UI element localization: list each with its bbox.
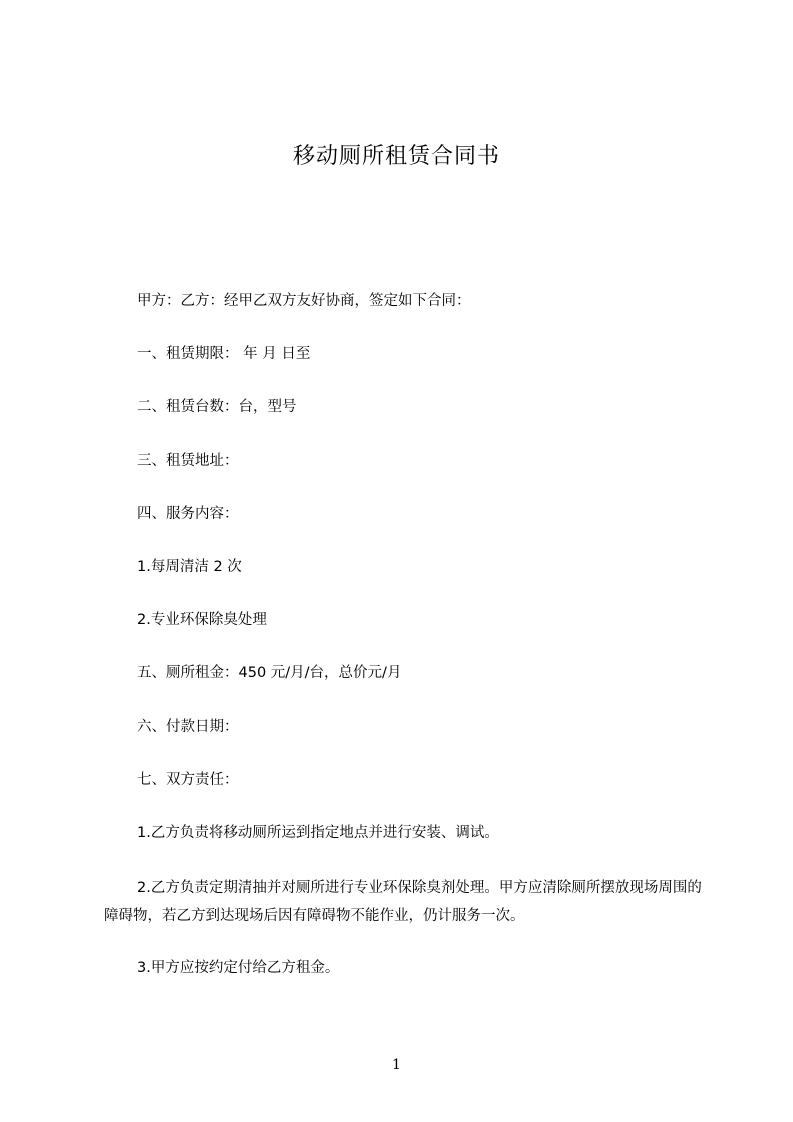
- clause-responsibilities: 七、双方责任：: [137, 772, 239, 788]
- responsibility-item-1: 1.乙方负责将移动厕所运到指定地点并进行安装、调试。: [137, 825, 499, 841]
- document-title: 移动厕所租赁合同书: [292, 144, 500, 169]
- clause-lease-quantity: 二、租赁台数：台，型号: [137, 399, 297, 415]
- service-item-deodorize: 2.专业环保除臭处理: [137, 612, 267, 628]
- intro-paragraph: 甲方：乙方：经甲乙双方友好协商，签定如下合同：: [137, 293, 471, 309]
- clause-payment-date: 六、付款日期：: [137, 719, 239, 735]
- responsibility-item-3: 3.甲方应按约定付给乙方租金。: [137, 960, 340, 976]
- clause-lease-term: 一、租赁期限： 年 月 日至: [137, 346, 311, 362]
- clause-service-content: 四、服务内容：: [137, 506, 239, 522]
- clause-rent: 五、厕所租金：450 元/月/台，总价元/月: [137, 665, 402, 681]
- service-item-cleaning: 1.每周清洁 2 次: [137, 559, 242, 575]
- page-number: 1: [392, 1057, 401, 1073]
- clause-lease-address: 三、租赁地址：: [137, 453, 239, 469]
- responsibility-item-2: 2.乙方负责定期清抽并对厕所进行专业环保除臭剂处理。甲方应清除厕所摆放现场周围的障碍物，若乙方到达现场后因有障碍物不能作业，仍计服务一次。: [104, 880, 702, 924]
